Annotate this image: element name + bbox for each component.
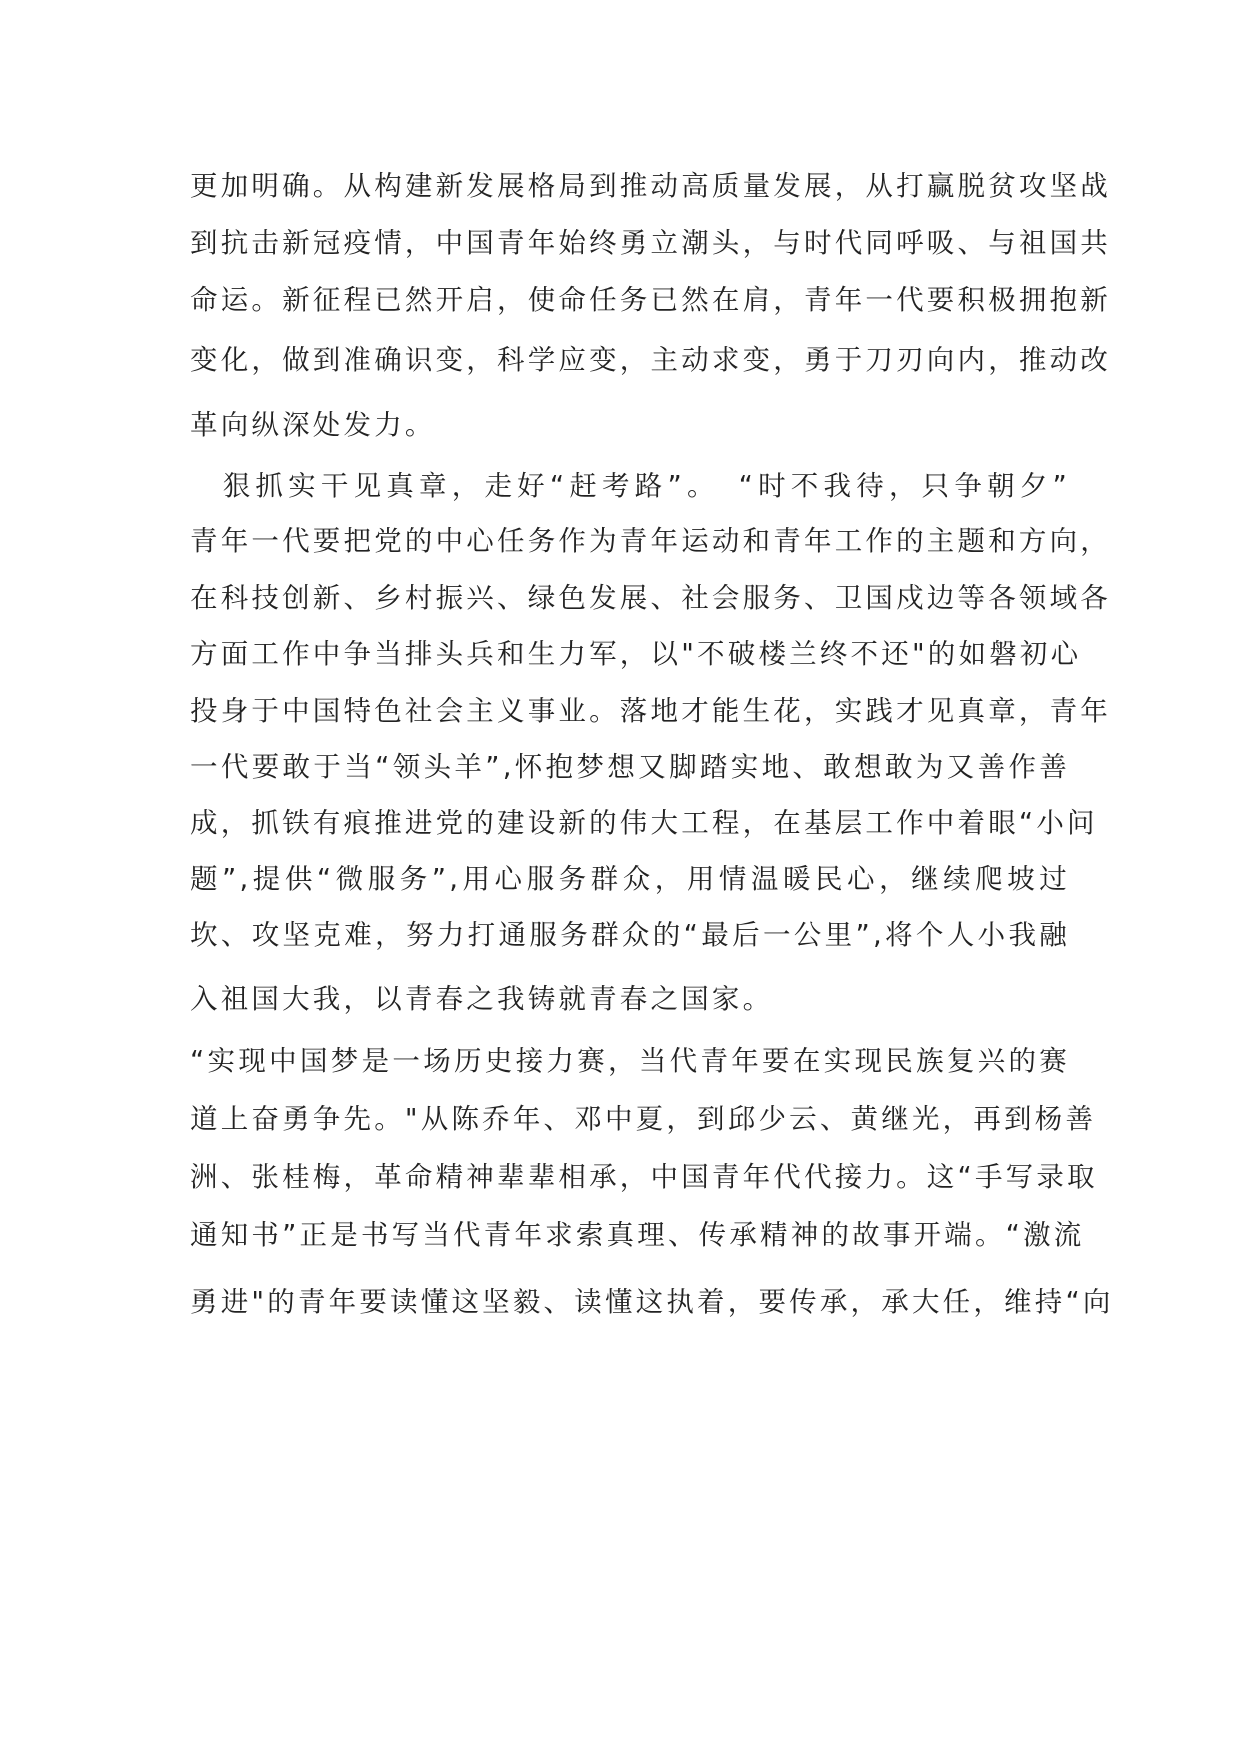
text-line: 题”,提供“微服务”,用心服务群众，用情温暖民心，继续爬坡过 xyxy=(190,863,1070,895)
text-line: 更加明确。从构建新发展格局到推动高质量发展，从打赢脱贫攻坚战 xyxy=(190,170,1111,202)
text-line: 入祖国大我，以青春之我铸就青春之国家。 xyxy=(190,983,774,1015)
text-line: 到抗击新冠疫情，中国青年始终勇立潮头，与时代同呼吸、与祖国共 xyxy=(190,227,1111,259)
text-line: 革向纵深处发力。 xyxy=(190,409,436,441)
text-line: 洲、张桂梅，革命精神辈辈相承，中国青年代代接力。这“手写录取 xyxy=(190,1161,1098,1193)
text-line: 一代要敢于当“领头羊”,怀抱梦想又脚踏实地、敢想敢为又善作善 xyxy=(190,751,1070,783)
text-line: 投身于中国特色社会主义事业。落地才能生花，实践才见真章，青年 xyxy=(190,695,1111,727)
text-line: 命运。新征程已然开启，使命任务已然在肩，青年一代要积极拥抱新 xyxy=(190,284,1111,316)
text-line: 通知书”正是书写当代青年求索真理、传承精神的故事开端。“激流 xyxy=(190,1219,1085,1251)
text-line: 青年一代要把党的中心任务作为青年运动和青年工作的主题和方向， xyxy=(190,525,1111,557)
text-line: 狠抓实干见真章，走好“赶考路”。 “时不我待，只争朝夕” xyxy=(190,470,1070,502)
text-line: 成，抓铁有痕推进党的建设新的伟大工程，在基层工作中着眼“小问 xyxy=(190,807,1098,839)
text-line: 道上奋勇争先。"从陈乔年、邓中夏，到邱少云、黄继光，再到杨善 xyxy=(190,1103,1097,1135)
text-line: “实现中国梦是一场历史接力赛，当代青年要在实现民族复兴的赛 xyxy=(190,1045,1070,1077)
text-line: 变化，做到准确识变，科学应变，主动求变，勇于刀刃向内，推动改 xyxy=(190,344,1111,376)
text-line: 勇进"的青年要读懂这坚毅、读懂这执着，要传承，承大任，维持“向 xyxy=(190,1286,1114,1318)
text-line: 坎、攻坚克难，努力打通服务群众的“最后一公里”,将个人小我融 xyxy=(190,919,1070,951)
text-line: 方面工作中争当排头兵和生力军，以"不破楼兰终不还"的如磐初心 xyxy=(190,638,1082,670)
text-line: 在科技创新、乡村振兴、绿色发展、社会服务、卫国戍边等各领域各 xyxy=(190,582,1111,614)
